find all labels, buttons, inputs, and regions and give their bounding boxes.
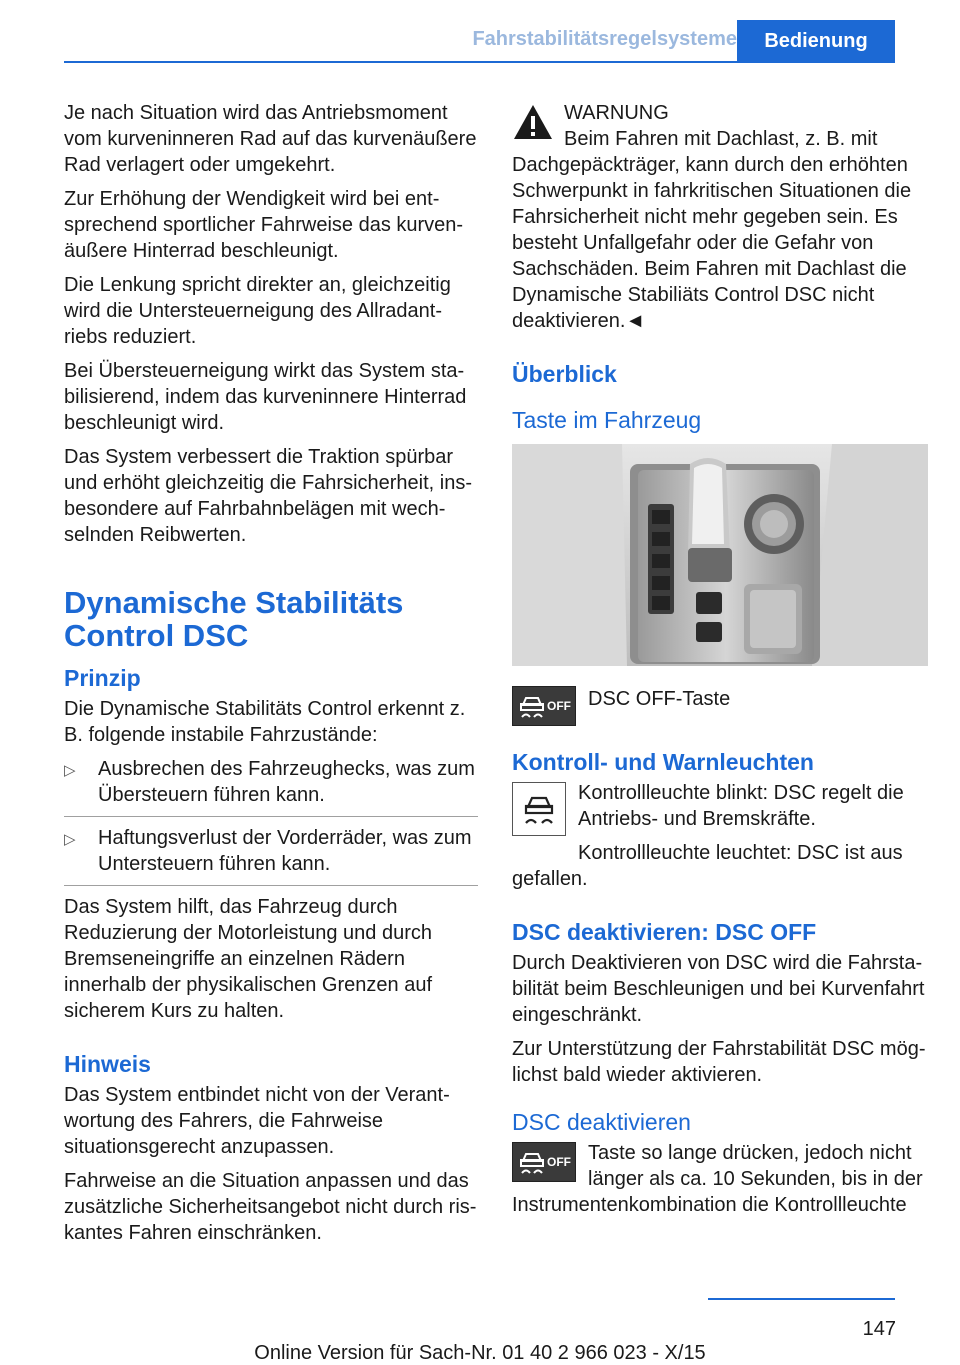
section-title: Fahrstabilitätsregelsysteme <box>472 28 737 50</box>
paragraph: Das System entbindet nicht von der Verantwortung des Fahrers, die Fahrweise situationsgerecht anzupassen. <box>64 1084 450 1158</box>
dsc-off-caption: DSC OFF-Taste <box>588 688 731 710</box>
warning-text: Dachgepäckträger, kann durch den erhöhten Schwerpunkt in fahrkritischen Situationen die Fahrsicherheit nicht mehr gegeben sein. Es besteht Unfallgefahr oder die Gefahr von Sachschäden. Beim Fahren mit Dachlast die Dynamische Stabiliäts Control DSC nicht deaktivieren.◄ <box>512 154 912 332</box>
off-label: OFF <box>547 699 571 713</box>
car-skid-icon <box>519 789 559 829</box>
heading-kontroll: Kontroll- und Warnleuchten <box>512 749 814 775</box>
heading-ueberblick: Überblick <box>512 361 617 387</box>
list-item-text: Haftungsverlust der Vorderräder, was zum Untersteuern führen kann. <box>98 827 472 875</box>
chapter-tab: Bedienung <box>737 20 895 62</box>
paragraph: Das System verbessert die Traktion spürbar und erhöht gleichzeitig die Fahrsicherheit, insbesondere auf Fahrbahnbelägen mit wechselnden Reibwerten. <box>64 446 473 546</box>
heading-deaktivieren: DSC deaktivieren: DSC OFF <box>512 919 817 945</box>
page-number: 147 <box>862 1318 896 1340</box>
off-label: OFF <box>547 1155 571 1169</box>
console-illustration <box>512 444 928 666</box>
paragraph: Instrumentenkombination die Kontrollleuchte <box>512 1194 907 1216</box>
paragraph: Taste so lange drücken, jedoch nicht länger als ca. 10 Sekunden, bis in der <box>588 1142 923 1190</box>
heading-taste: Taste im Fahrzeug <box>512 407 702 433</box>
center-console-photo <box>512 444 928 666</box>
dsc-off-button-icon <box>512 686 576 726</box>
warning-box <box>512 100 928 334</box>
paragraph: Bei Übersteuerneigung wirkt das System stabilisierend, indem das kurveninnere Hinterrad beschleunigt wird. <box>64 360 467 434</box>
paragraph: Kontrollleuchte blinkt: DSC regelt die Antriebs- und Bremskräfte. <box>578 782 904 830</box>
paragraph: Kontrollleuchte leuchtet: DSC ist aus <box>578 842 903 864</box>
heading-prinzip: Prinzip <box>64 665 141 691</box>
dsc-indicator-lamp-icon <box>512 782 566 836</box>
right-column <box>512 100 928 1226</box>
dsc-off-key-row <box>512 684 928 728</box>
paragraph: Die Dynamische Stabilitäts Control erkennt z. B. folgende instabile Fahrzustände: <box>64 698 466 746</box>
paragraph: Je nach Situation wird das Antriebsmoment vom kurveninneren Rad auf das kurvenäußere Rad verlagert oder umgekehrt. <box>64 102 477 176</box>
paragraph: Durch Deaktivieren von DSC wird die Fahrstabilität beim Beschleunigen und bei Kurvenfahrt eingeschränkt. <box>512 952 925 1026</box>
paragraph: gefallen. <box>512 868 588 890</box>
header-rule <box>64 61 895 63</box>
footer-rule <box>708 1298 895 1300</box>
dsc-off-instruction-row <box>512 1140 928 1218</box>
paragraph: Zur Erhöhung der Wendigkeit wird bei entsprechend sportlicher Fahrweise das kurvenäußere Hinterrad beschleunigt. <box>64 188 464 262</box>
online-version-note: Online Version für Sach-Nr. 01 40 2 966 023 - X/15 <box>254 1342 706 1364</box>
warning-title: WARNUNG <box>564 102 669 124</box>
heading-hinweis: Hinweis <box>64 1051 151 1077</box>
heading-deaktivieren-sub: DSC deaktivieren <box>512 1109 691 1135</box>
left-column <box>64 100 478 1254</box>
page-header <box>0 0 960 64</box>
heading-dsc: Dynamische Stabilitäts Control DSC <box>64 585 404 653</box>
warning-triangle-icon <box>512 103 554 141</box>
list-item <box>64 756 478 817</box>
list-item <box>64 825 478 886</box>
paragraph: Das System hilft, das Fahrzeug durch Reduzierung der Motorleistung und durch Bremseneingriffe an einzelnen Rädern innerhalb der physikalischen Grenzen auf sicherem Kurs zu halten. <box>64 896 432 1022</box>
car-skid-icon <box>517 1147 547 1177</box>
paragraph: Fahrweise an die Situation anpassen und das zusätzliche Sicherheitsangebot nicht durch riskantes Fahren einschränken. <box>64 1170 477 1244</box>
triangle-bullet-icon: ▷ <box>64 762 76 779</box>
warning-line: Beim Fahren mit Dachlast, z. B. mit <box>564 128 878 150</box>
triangle-bullet-icon: ▷ <box>64 831 76 848</box>
paragraph: Zur Unterstützung der Fahrstabilität DSC möglichst bald wieder aktivieren. <box>512 1038 926 1086</box>
list-item-text: Ausbrechen des Fahrzeughecks, was zum Übersteuern führen kann. <box>98 758 475 806</box>
bullet-list <box>64 756 478 886</box>
dsc-lamp-row <box>512 780 928 892</box>
paragraph: Die Lenkung spricht direkter an, gleichzeitig wird die Untersteuerneigung des Allradantriebs reduziert. <box>64 274 451 348</box>
dsc-off-button-icon <box>512 1142 576 1182</box>
car-skid-icon <box>517 691 547 721</box>
